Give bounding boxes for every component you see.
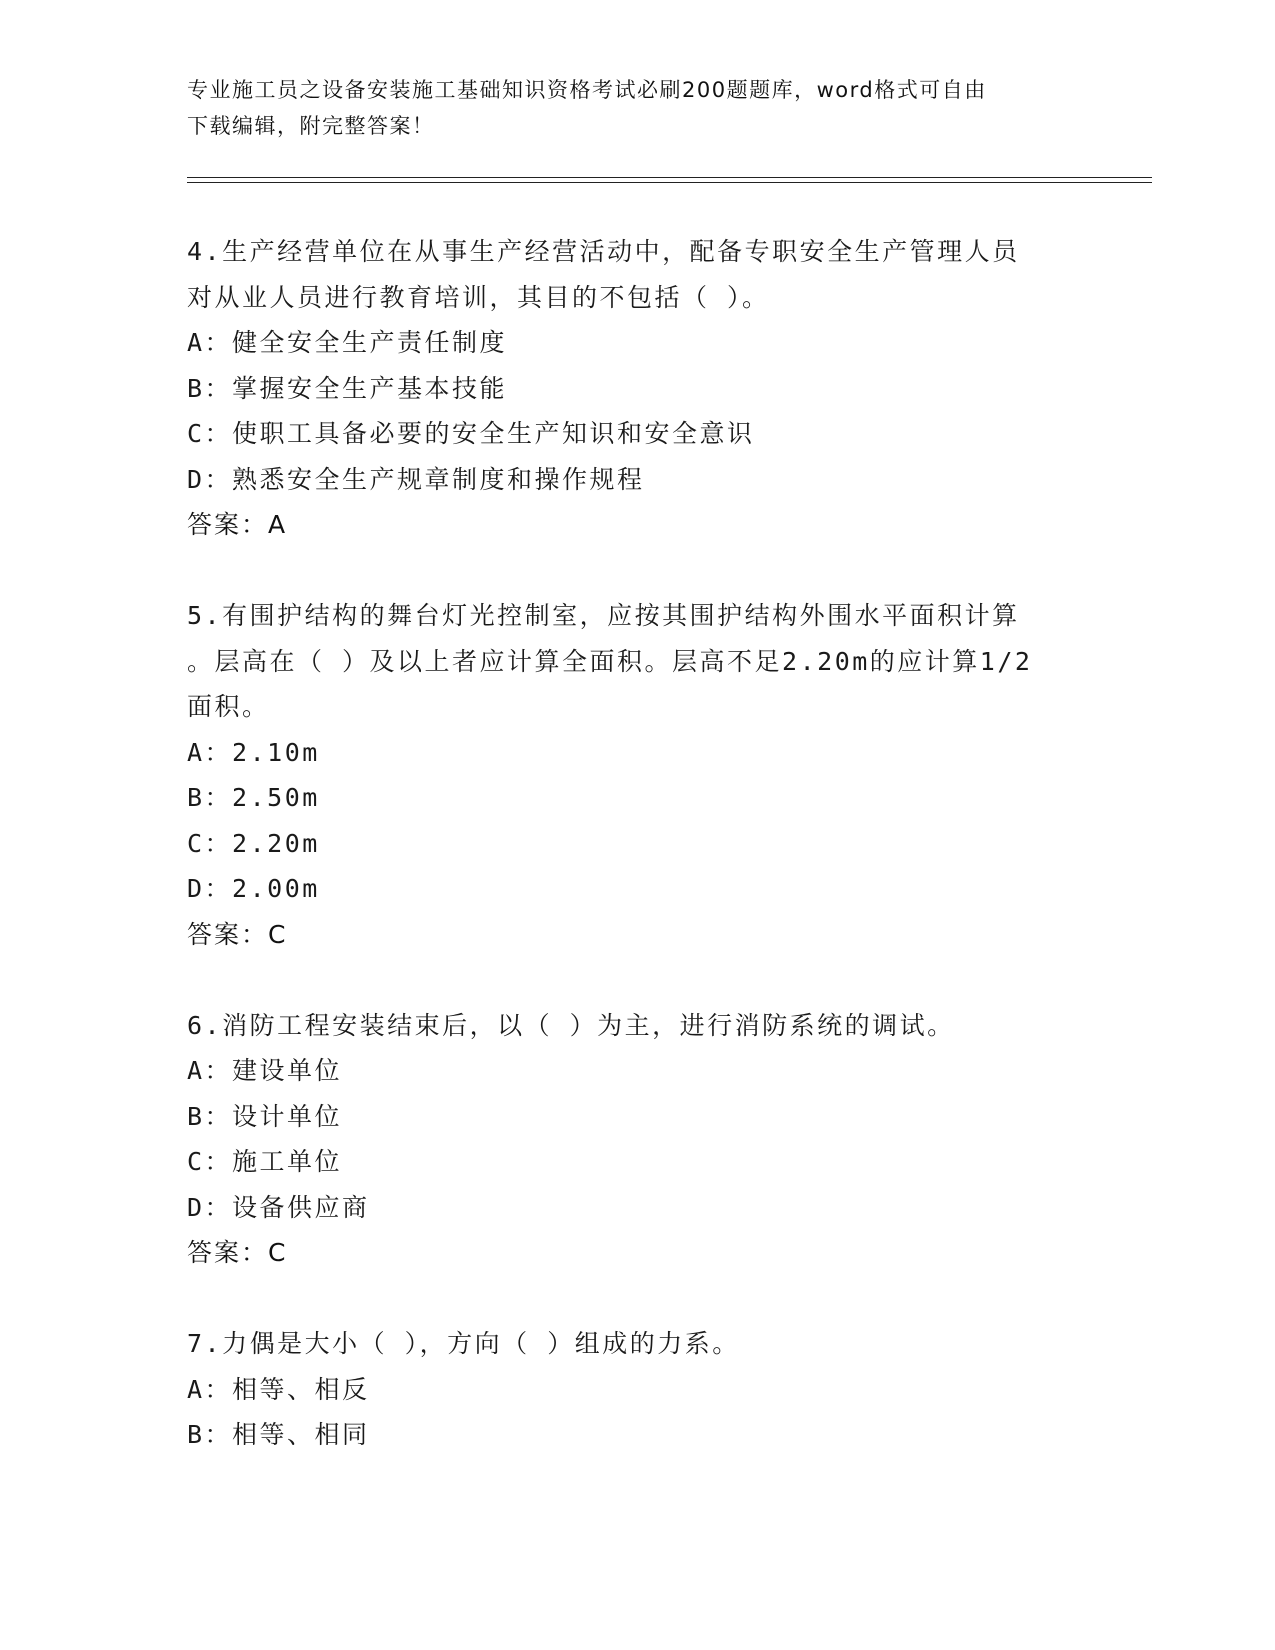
option-a: A：健全安全生产责任制度 (187, 328, 508, 357)
question-stem-line: 5.有围护结构的舞台灯光控制室，应按其围护结构外围水平面积计算 (187, 601, 1020, 630)
option-c: C：施工单位 (187, 1147, 343, 1176)
header-divider-top (187, 177, 1152, 178)
question-item (187, 229, 1077, 548)
header-divider-bottom (187, 182, 1152, 183)
question-stem-line: 。层高在（ ）及以上者应计算全面积。层高不足2.20m的应计算1/2 (187, 646, 1033, 676)
question-stem (187, 1321, 1077, 1367)
question-stem (187, 593, 1077, 730)
question-item (187, 593, 1077, 957)
question-spacer (187, 1276, 1077, 1322)
question-stem-line: 4.生产经营单位在从事生产经营活动中，配备专职安全生产管理人员 (187, 237, 1020, 266)
question-stem (187, 1003, 1077, 1049)
header-line-2: 下载编辑，附完整答案！ (187, 114, 435, 138)
option-c: C：使职工具备必要的安全生产知识和安全意识 (187, 419, 755, 448)
document-header (187, 72, 1067, 144)
question-item (187, 1003, 1077, 1276)
question-item (187, 1321, 1077, 1458)
answer-line: 答案：C (187, 1238, 288, 1267)
option-b: B：设计单位 (187, 1101, 343, 1131)
option-c: C：2.20m (187, 828, 320, 858)
option-d: D：2.00m (187, 874, 320, 903)
answer-line: 答案：A (187, 510, 288, 539)
question-spacer (187, 957, 1077, 1003)
option-b: B：2.50m (187, 783, 320, 812)
answer-line: 答案：C (187, 919, 288, 949)
option-d: D：设备供应商 (187, 1192, 370, 1222)
option-a: A：建设单位 (187, 1056, 343, 1085)
header-line-1: 专业施工员之设备安装施工基础知识资格考试必刷200题题库，word格式可自由 (187, 78, 987, 102)
option-b: B：相等、相同 (187, 1420, 370, 1449)
question-list (187, 229, 1077, 1458)
option-a: A：2.10m (187, 737, 320, 767)
question-spacer (187, 548, 1077, 594)
question-stem-line: 对从业人员进行教育培训，其目的不包括（ ）。 (187, 282, 770, 312)
option-b: B：掌握安全生产基本技能 (187, 373, 508, 403)
question-stem-line: 7.力偶是大小（ ），方向（ ）组成的力系。 (187, 1329, 740, 1358)
option-d: D：熟悉安全生产规章制度和操作规程 (187, 464, 645, 494)
question-stem-line: 6.消防工程安装结束后，以（ ）为主，进行消防系统的调试。 (187, 1010, 955, 1040)
question-stem (187, 229, 1077, 320)
question-stem-line: 面积。 (187, 692, 270, 721)
option-a: A：相等、相反 (187, 1374, 370, 1404)
